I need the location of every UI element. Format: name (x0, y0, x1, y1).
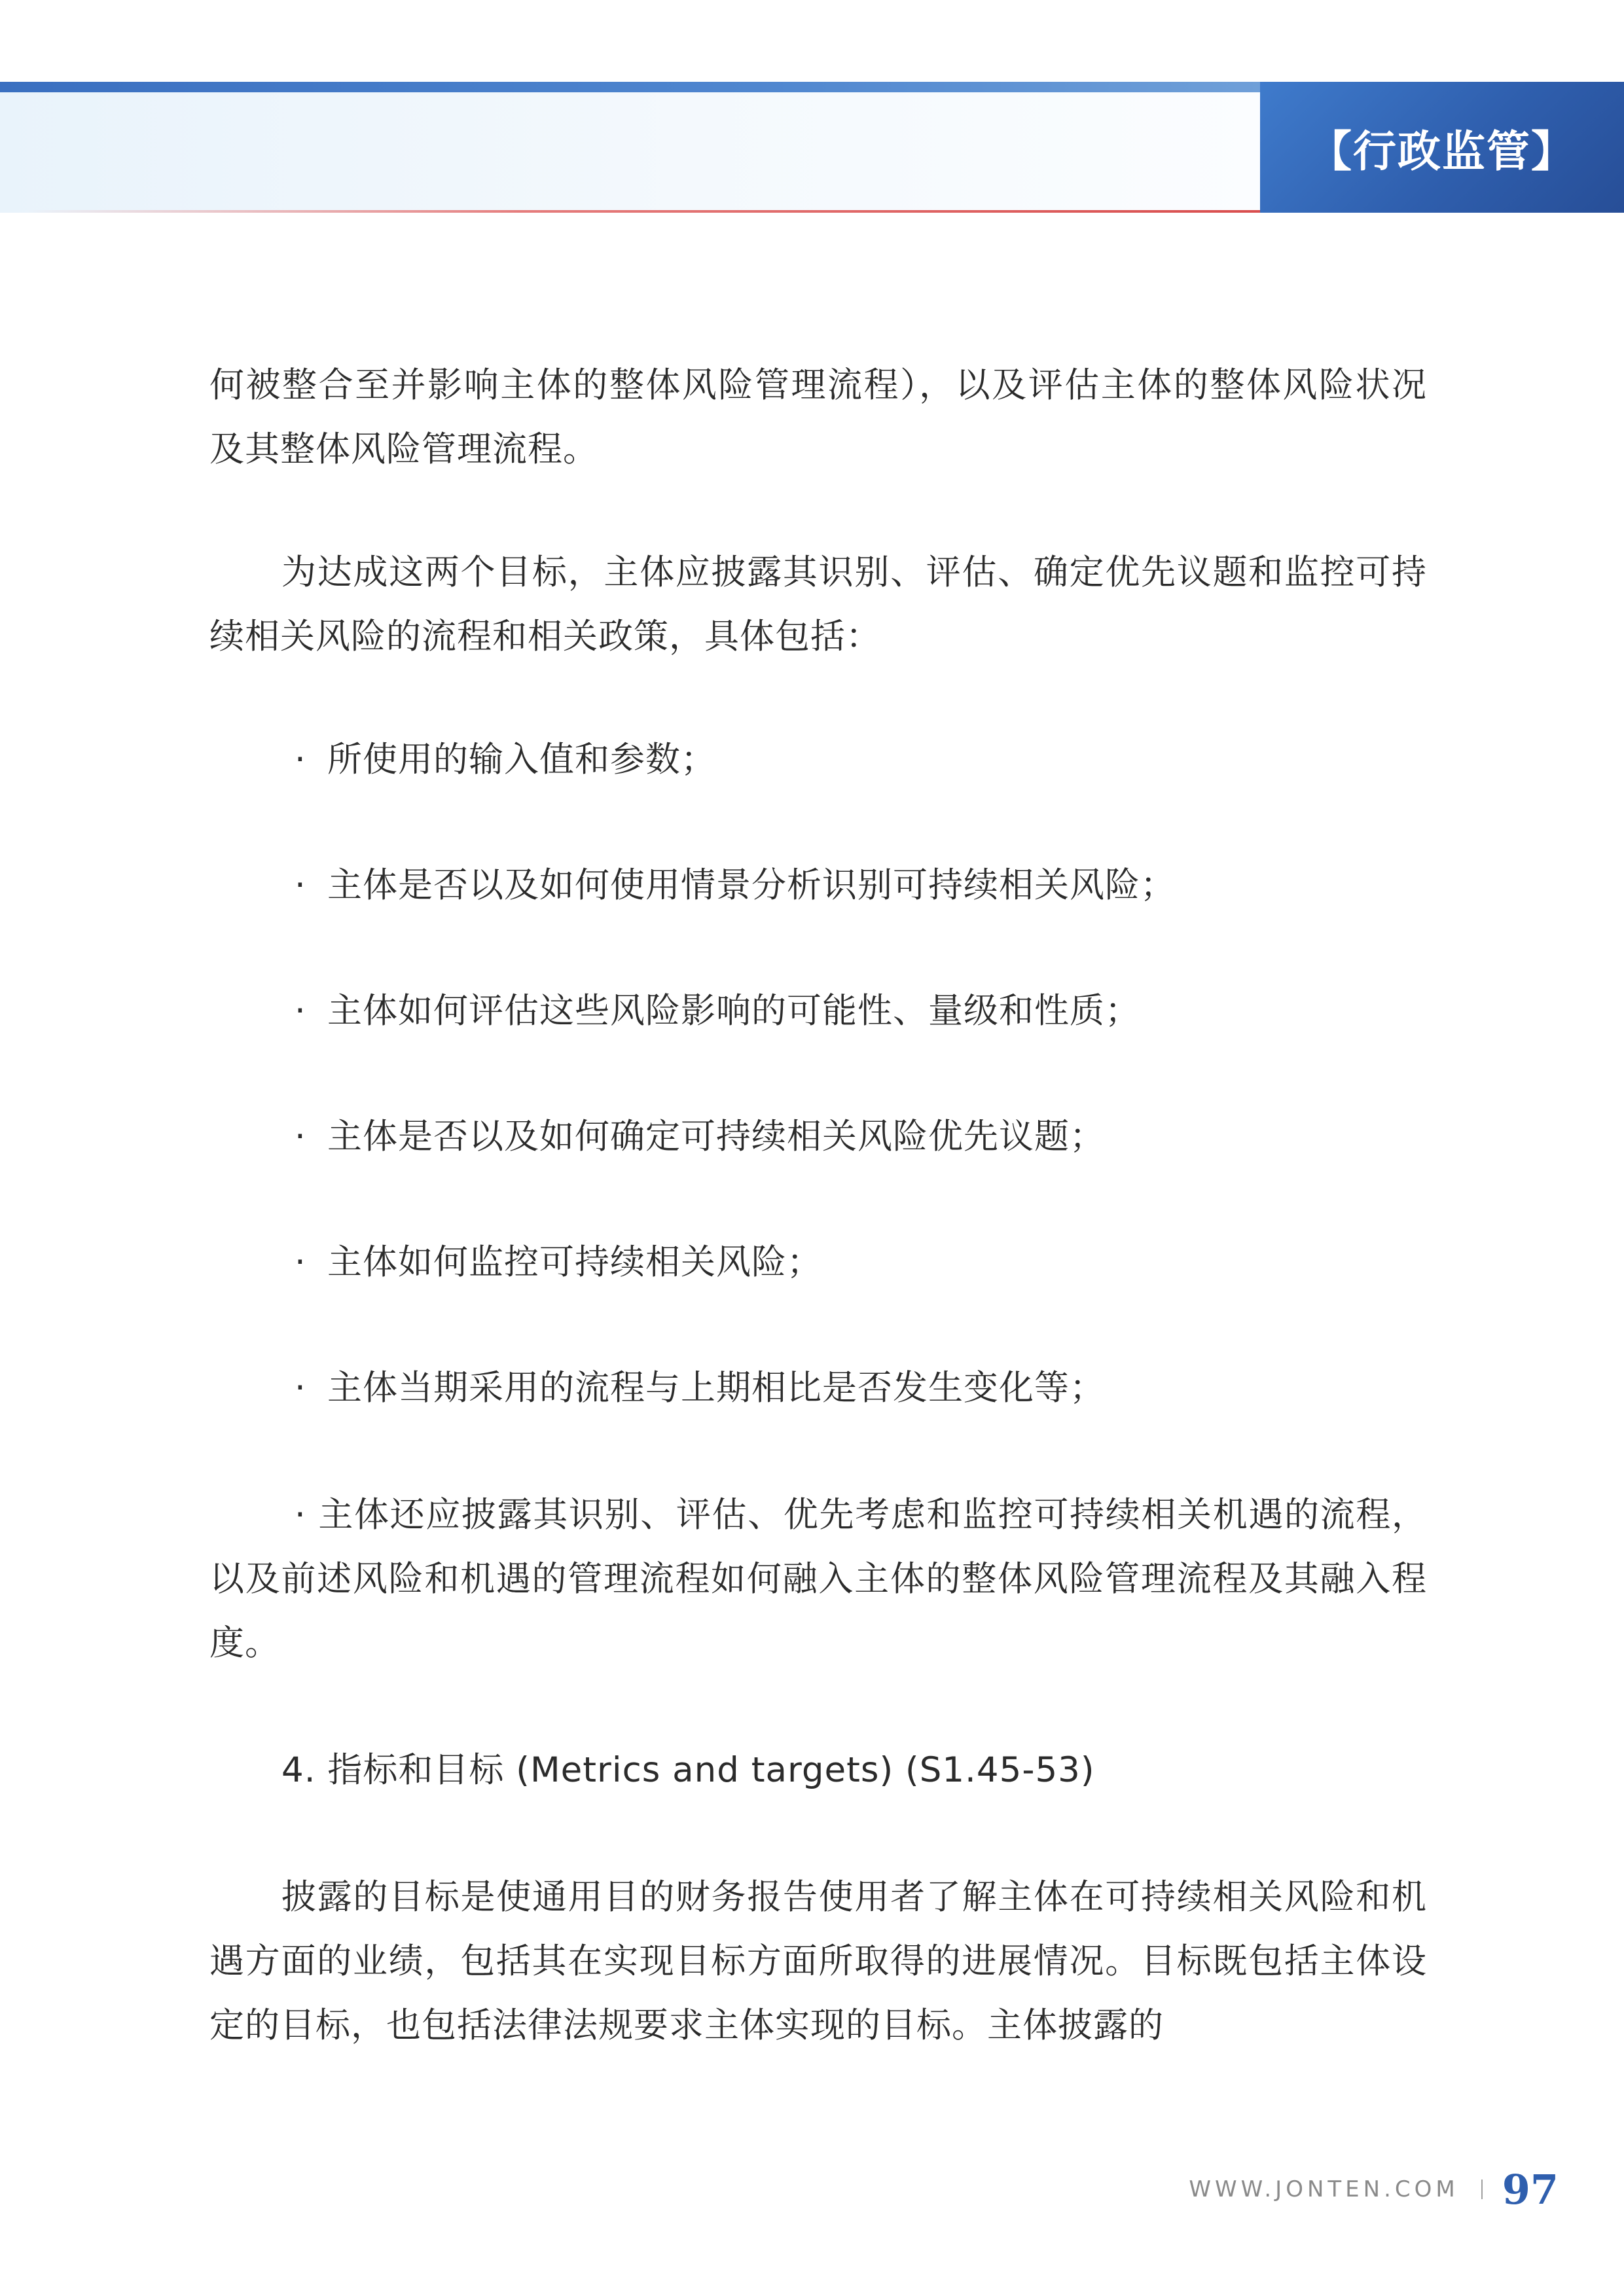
bullet-list (209, 728, 1427, 1420)
section-label: 【行政监管】 (1308, 125, 1576, 177)
bullet-dot: · (295, 1368, 306, 1408)
list-item: · 主体如何监控可持续相关风险； (209, 1230, 1427, 1295)
header-band (0, 82, 1260, 213)
footer-divider (1481, 2179, 1483, 2199)
section-heading: 4. 指标和目标 (Metrics and targets) (S1.45-53) (281, 1750, 1095, 1790)
header-red-rule (26, 210, 1260, 213)
website-link[interactable]: WWW.JONTEN.COM (1189, 2176, 1459, 2202)
paragraph-continuation: 何被整合至并影响主体的整体风险管理流程），以及评估主体的整体风险状况及其整体风险管理流程。 (209, 365, 1427, 469)
list-item: · 主体如何评估这些风险影响的可能性、量级和性质； (209, 979, 1427, 1043)
section-tab (1260, 82, 1624, 213)
bullet-dot: · (295, 991, 306, 1031)
paragraph-objectives: 为达成这两个目标，主体应披露其识别、评估、确定优先议题和监控可持续相关风险的流程和相关政策，具体包括： (209, 552, 1427, 656)
bullet-dot: · (295, 1242, 306, 1282)
bullet-dot: · (295, 740, 306, 780)
list-item: · 主体是否以及如何使用情景分析识别可持续相关风险； (209, 853, 1427, 918)
page-footer (1189, 2160, 1559, 2219)
page-content (209, 353, 1427, 2058)
paragraph-metrics: 披露的目标是使通用目的财务报告使用者了解主体在可持续相关风险和机遇方面的业绩，包括其在实现目标方面所取得的进展情况。目标既包括主体设定的目标，也包括法律法规要求主体实现的目标。主体披露的 (209, 1877, 1427, 2045)
list-item: · 主体是否以及如何确定可持续相关风险优先议题； (209, 1105, 1427, 1169)
bullet-dot: · (295, 865, 306, 905)
page-number: 97 (1502, 2165, 1559, 2214)
paragraph-opportunities: · 主体还应披露其识别、评估、优先考虑和监控可持续相关机遇的流程，以及前述风险和机遇的管理流程如何融入主体的整体风险管理流程及其融入程度。 (209, 1495, 1427, 1663)
list-item: · 所使用的输入值和参数； (209, 728, 1427, 792)
bullet-dot: · (295, 1117, 306, 1157)
header-top-rule (0, 82, 1260, 92)
list-item: · 主体当期采用的流程与上期相比是否发生变化等； (209, 1356, 1427, 1420)
